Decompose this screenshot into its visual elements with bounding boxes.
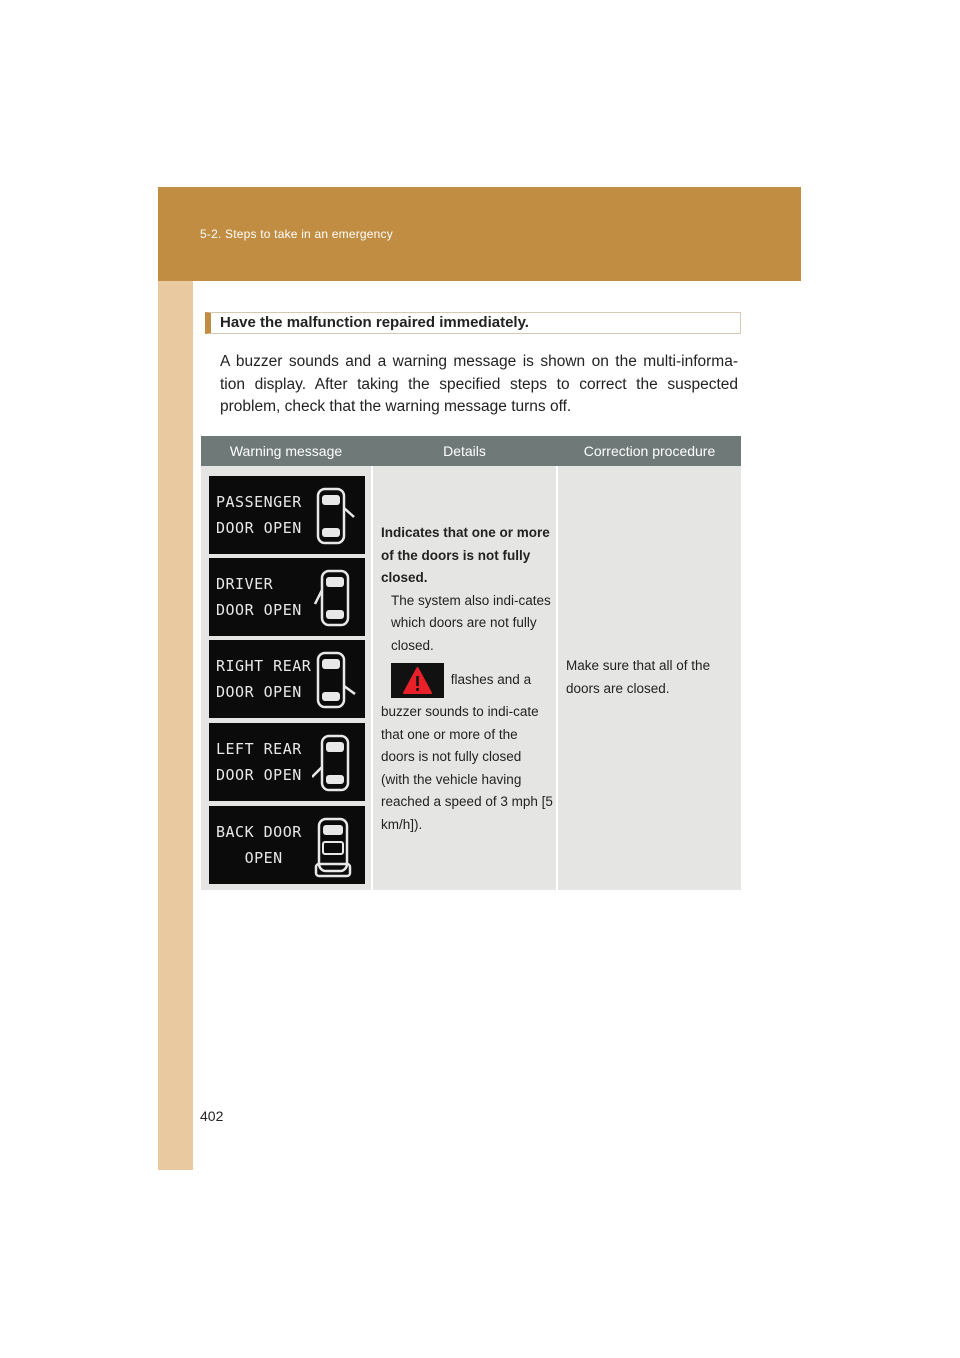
display-line-2: DOOR OPEN	[216, 766, 302, 784]
display-line-1: BACK DOOR	[216, 823, 302, 841]
section-heading	[205, 312, 741, 334]
column-divider	[556, 466, 558, 890]
display-driver-door	[209, 558, 365, 636]
car-left-rear-door-open-icon	[312, 733, 358, 793]
display-line-1: DRIVER	[216, 575, 274, 593]
display-back-door	[209, 806, 365, 884]
warning-table	[201, 436, 741, 890]
header-correction: Correction procedure	[583, 443, 716, 459]
display-left-rear-door	[209, 723, 365, 801]
breadcrumb: 5-2. Steps to take in an emergency	[200, 227, 393, 241]
intro-paragraph: A buzzer sounds and a warning message is shown on the multi-informa-tion display. After taking the specified steps to correct the suspected problem, check that the warning message turns off.	[220, 353, 738, 415]
details-cell	[381, 522, 553, 836]
side-tab	[158, 187, 193, 1170]
warning-line	[381, 663, 553, 698]
details-summary: Indicates that one or more of the doors is not fully closed.	[381, 525, 550, 585]
warning-lamp	[391, 663, 444, 698]
display-passenger-door	[209, 476, 365, 554]
display-line-2: DOOR OPEN	[216, 601, 302, 619]
page-number: 402	[200, 1108, 224, 1124]
car-right-rear-door-open-icon	[312, 650, 358, 710]
display-line-2: OPEN	[216, 849, 283, 867]
header-details: Details	[443, 443, 486, 459]
details-text-1: The system also indi-cates which doors are not fully closed.	[391, 592, 551, 653]
correction-cell: Make sure that all of the doors are closed.	[566, 658, 711, 696]
display-line-2: DOOR OPEN	[216, 519, 302, 537]
flashes-text: flashes and a	[450, 672, 532, 688]
column-divider	[371, 466, 373, 890]
display-right-rear-door	[209, 640, 365, 718]
display-line-1: RIGHT REAR	[216, 657, 312, 675]
table-header	[201, 436, 741, 466]
car-passenger-door-open-icon	[312, 486, 358, 546]
display-line-2: DOOR OPEN	[216, 683, 302, 701]
display-line-1: LEFT REAR	[216, 740, 302, 758]
car-driver-door-open-icon	[312, 568, 358, 628]
car-back-door-open-icon	[312, 816, 358, 880]
details-text-2: buzzer sounds to indi-cate that one or more of the doors is not fully closed (with the vehicle having reached a speed of 3 mph [5 km/h]).	[381, 704, 553, 832]
header-warning-message: Warning message	[229, 443, 343, 459]
display-line-1: PASSENGER	[216, 493, 302, 511]
warning-triangle-icon	[391, 663, 444, 698]
section-heading-text: Have the malfunction repaired immediately.	[220, 314, 529, 331]
